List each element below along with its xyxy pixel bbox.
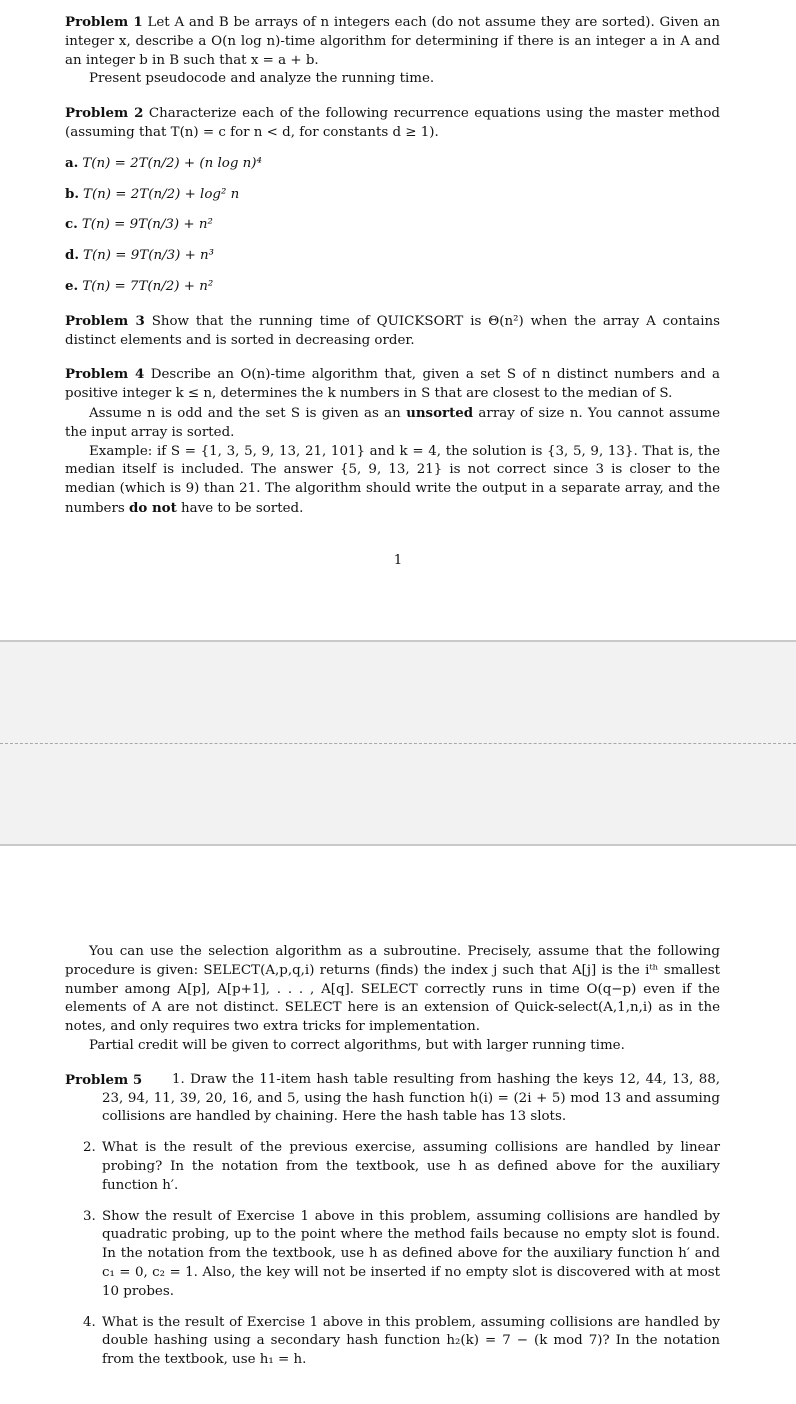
problem-3-heading: Problem 3 xyxy=(65,312,145,329)
problem-4-para3-a: Example: if S = {1, 3, 5, 9, 13, 21, 101} and k = 4, the solution is {3, 5, 9, 13}. That is, the median itself is included. The answer {5, 9, 13, 21} is not correct since 3 is closer to the median (which is 9) than 21. The algorithm should write the output in a separate array, and the numbers xyxy=(65,443,720,516)
recurrence-label: d. xyxy=(65,247,80,264)
item-text: What is the result of Exercise 1 above in this problem, assuming collisions are handled by double hashing using a secondary hash function h₂(k) = 7 − (k mod 7)? In the notation from the textbook, use h₁ = h. xyxy=(102,1314,720,1368)
page-1 xyxy=(0,0,796,640)
problem-2-text: Characterize each of the following recurrence equations using the master method (assuming that T(n) = c for n < d, for constants d ≥ 1). xyxy=(65,106,720,140)
recurrence-item xyxy=(65,246,720,266)
page-break-divider xyxy=(0,743,796,744)
item-number: 4. xyxy=(83,1314,96,1330)
recurrence-list xyxy=(65,154,720,297)
recurrence-label: a. xyxy=(65,154,79,171)
problem-1-heading: Problem 1 xyxy=(65,14,143,30)
problem-4-continued: You can use the selection algorithm as a subroutine. Precisely, assume that the following procedure is given: SELECT(A,p,q,i) returns (finds) the index j such that A[j] is the iᵗʰ smallest number among A[p], A[p+1], . . . , A[q]. SELECT correctly runs in time O(q−p) even if the elements of A are not distinct. SELECT here is an extension of Quick-select(A,1,n,i) as in the notes, and only requires two extra tricks for implementation. xyxy=(65,944,720,1035)
problem-5-item-4 xyxy=(65,1314,720,1370)
recurrence-eq: T(n) = 2T(n/2) + (n log n)⁴ xyxy=(82,155,262,171)
page-1-content xyxy=(65,13,720,519)
problem-4-text: Describe an O(n)-time algorithm that, given a set S of n distinct numbers and a positive integer k ≤ n, determines the k numbers in S that are closest to the median of S. xyxy=(65,367,720,402)
problem-3-text: Show that the running time of QUICKSORT is Θ(n²) when the array A contains distinct elements and is sorted in decreasing order. xyxy=(65,313,720,348)
problem-4 xyxy=(65,365,720,404)
problem-1-text2: Present pseudocode and analyze the running time. xyxy=(89,71,435,87)
problem-5-item-3 xyxy=(65,1208,720,1302)
problem-4-para3-bold: do not xyxy=(128,499,177,516)
item-text: Show the result of Exercise 1 above in this problem, assuming collisions are handled by quadratic probing, up to the point where the method fails because no empty slot is found. In the notation from the textbook, use h as defined above for the auxiliary function h′ and c₁ = 0, c₂ = 1. Also, the key will not be inserted if no empty slot is discovered with at most 10 probes. xyxy=(102,1208,720,1299)
problem-4-para2-bold: unsorted xyxy=(406,404,474,421)
recurrence-item xyxy=(65,185,720,205)
recurrence-eq: T(n) = 2T(n/2) + log² n xyxy=(83,186,240,202)
recurrence-label: c. xyxy=(65,216,78,233)
problem-2 xyxy=(65,104,720,143)
recurrence-eq: T(n) = 9T(n/3) + n³ xyxy=(83,248,215,264)
problem-3 xyxy=(65,312,720,351)
problem-4-para3-b: have to be sorted. xyxy=(176,500,304,516)
problem-1-text: Let A and B be arrays of n integers each (do not assume they are sorted). Given an integer x, describe a O(n log n)-time algorithm for determining if there is an integer a in A and an integer b in B such that x = a + b. xyxy=(65,15,720,68)
item-number: 1. xyxy=(172,1071,185,1087)
recurrence-eq: T(n) = 7T(n/2) + n² xyxy=(82,278,214,294)
problem-5-item-2 xyxy=(65,1139,720,1195)
problem-5-item-1 xyxy=(102,1071,720,1127)
page-number: 1 xyxy=(393,553,403,568)
recurrence-item xyxy=(65,277,720,297)
problem-4-para3 xyxy=(65,443,720,519)
recurrence-label: b. xyxy=(65,185,80,202)
problem-4-heading: Problem 4 xyxy=(65,366,145,383)
page-gap xyxy=(0,640,796,846)
problem-2-heading: Problem 2 xyxy=(65,105,144,122)
item-number: 3. xyxy=(83,1208,96,1224)
problem-5 xyxy=(65,1071,720,1127)
problem-5-heading: Problem 5 xyxy=(65,1071,143,1088)
problem-1 xyxy=(65,13,720,70)
problem-4-credit: Partial credit will be given to correct algorithms, but with larger running time. xyxy=(89,1037,625,1053)
item-number: 2. xyxy=(83,1140,96,1156)
recurrence-eq: T(n) = 9T(n/3) + n² xyxy=(81,217,213,233)
item-text: Draw the 11-item hash table resulting from hashing the keys 12, 44, 13, 88, 23, 94, 11, 39, 20, 16, and 5, using the hash function h(i) = (2i + 5) mod 13 and assuming collisions are handled by chaining. Here the hash table has 13 slots. xyxy=(102,1071,720,1125)
problem-4-para2-b: array of size n. You cannot assume the input array is sorted. xyxy=(65,405,720,440)
problem-5-list xyxy=(65,1139,720,1370)
recurrence-item xyxy=(65,215,720,235)
problem-4-para2 xyxy=(65,404,720,443)
recurrence-label: e. xyxy=(65,277,79,294)
recurrence-item xyxy=(65,154,720,174)
page-2-content xyxy=(65,943,720,1370)
problem-4-para2-a: Assume n is odd and the set S is given as an xyxy=(89,405,407,421)
item-text: What is the result of the previous exercise, assuming collisions are handled by linear probing? In the notation from the textbook, use h as defined above for the auxiliary function h′. xyxy=(102,1140,720,1193)
page-2 xyxy=(0,846,796,1404)
